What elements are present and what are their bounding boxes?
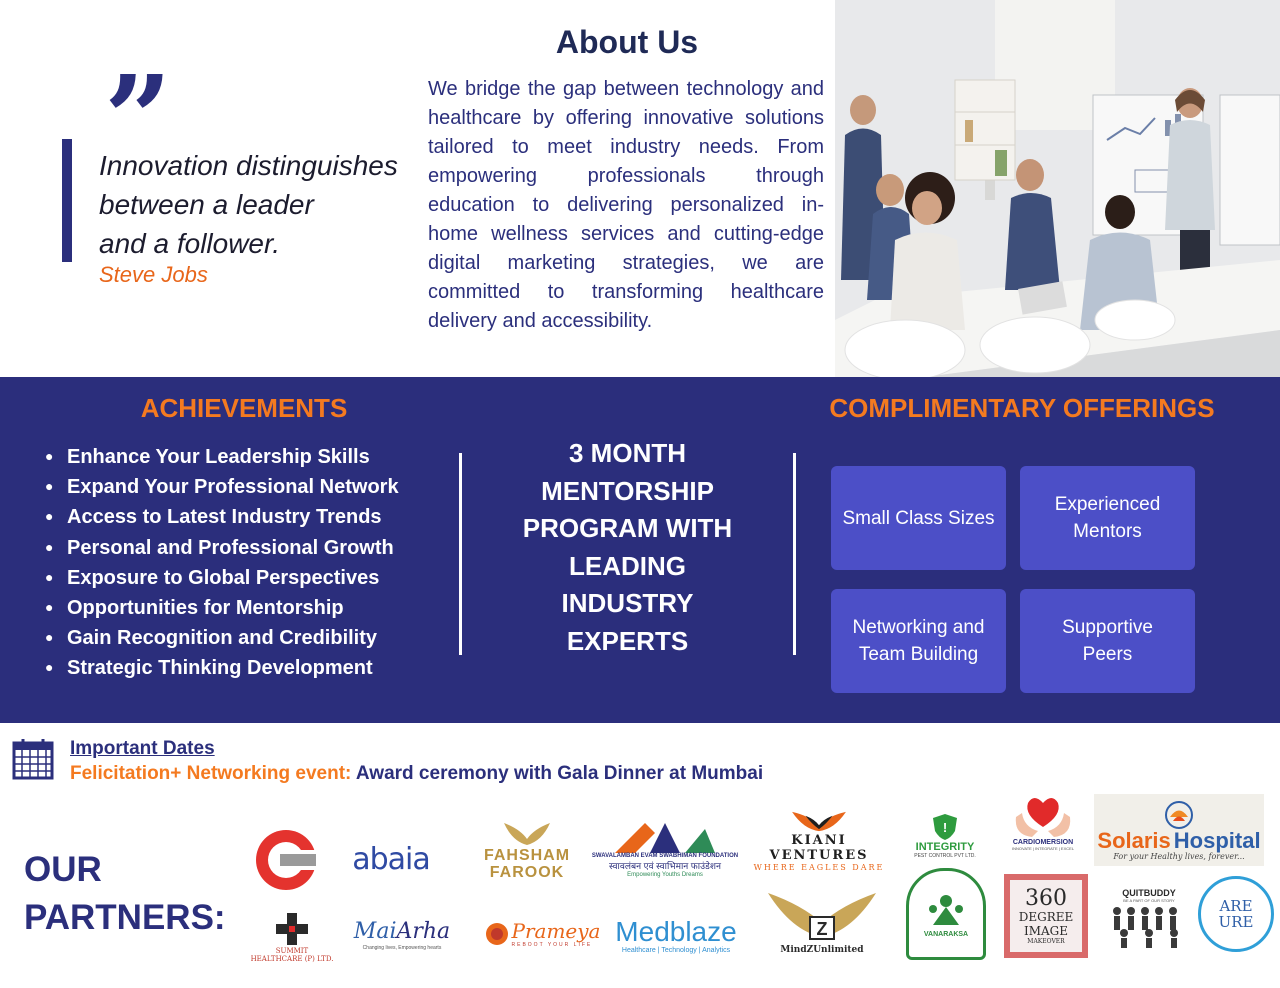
saf-text-en: SWAVALAMBAN EVAM SWABHIMAN FOUNDATION bbox=[591, 852, 739, 859]
people-group-icon bbox=[1109, 903, 1189, 949]
achievements-title: ACHIEVEMENTS bbox=[140, 393, 348, 423]
list-item-label: Expand Your Professional Network bbox=[67, 476, 399, 499]
farook-text: FAROOK bbox=[489, 864, 565, 881]
heart-hands-icon bbox=[1010, 787, 1076, 839]
partner-logo-abaia: abaia bbox=[352, 841, 430, 877]
bullet-icon: ● bbox=[45, 568, 54, 585]
maiarha-tagline: Changing lives, Empowering hearts bbox=[362, 945, 442, 951]
summit-text: SUMMIT bbox=[275, 947, 309, 955]
offering-tile-experienced-mentors bbox=[1020, 466, 1195, 570]
tile-label: Small Class Sizes bbox=[842, 507, 995, 529]
tile-label: Mentors bbox=[1073, 521, 1142, 542]
prameya-flower-icon bbox=[484, 921, 510, 947]
solaris-word: Solaris bbox=[1097, 827, 1171, 853]
bullet-icon: ● bbox=[45, 659, 54, 676]
quote-line: Innovation distinguishes bbox=[99, 150, 398, 181]
partner-logo-360-degree bbox=[1004, 874, 1088, 958]
quote-author: Steve Jobs bbox=[99, 262, 208, 287]
integrity-text: INTEGRITY bbox=[915, 841, 975, 853]
list-item bbox=[45, 593, 399, 623]
quitbuddy-tagline: BE A PART OF OUR STORY bbox=[1123, 897, 1175, 903]
saf-text-hi: स्वावलंबन एवं स्वाभिमान फाउंडेशन bbox=[609, 860, 721, 871]
saf-tagline: Empowering Youths Dreams bbox=[627, 871, 703, 878]
partner-logo-mindz bbox=[758, 882, 886, 960]
quote-line: and a follower. bbox=[99, 228, 281, 259]
mai-word: Mai bbox=[353, 919, 397, 944]
hospital-word: Hospital bbox=[1173, 827, 1261, 853]
partner-logo-summit bbox=[244, 906, 340, 968]
mentorship-line: MENTORSHIP bbox=[541, 475, 714, 506]
about-text: We bridge the gap between technology and healthcare by offering innovative solutions tailored to meet industry needs. From empowering professionals through education to delivering personalized in-home wellness services and cutting-edge digital marketing strategies, we are committed to transforming healthcare delivery and accessibility. bbox=[428, 78, 824, 332]
tree-people-icon bbox=[925, 891, 967, 931]
important-dates-link[interactable]: Important Dates bbox=[70, 738, 215, 759]
fahsham-text: FAHSHAM bbox=[483, 847, 571, 864]
vanaraksa-text: VANARAKSA bbox=[923, 930, 969, 938]
quote-line: between a leader bbox=[99, 189, 314, 220]
prameya-tagline: REBOOT YOUR LIFE bbox=[511, 942, 593, 948]
bullet-icon: ● bbox=[45, 629, 54, 646]
quote-bar bbox=[62, 139, 72, 262]
program-section bbox=[0, 377, 1280, 723]
list-item-label: Enhance Your Leadership Skills bbox=[67, 446, 370, 468]
offering-tile-supportive-peers bbox=[1020, 589, 1195, 693]
mentorship-line: PROGRAM WITH bbox=[522, 513, 733, 543]
summit-tagline: HEALTHCARE (P) LTD. bbox=[250, 955, 334, 963]
partner-logo-swavalamban bbox=[591, 816, 739, 880]
event-text: Award ceremony with Gala Dinner at Mumbai bbox=[351, 763, 764, 784]
offerings-title: COMPLIMENTARY OFFERINGS bbox=[829, 393, 1215, 423]
mentorship-line: LEADING bbox=[569, 550, 686, 581]
partner-logo-c bbox=[254, 828, 318, 892]
tile-label: Networking and bbox=[852, 617, 985, 638]
list-item bbox=[45, 442, 399, 472]
tile-label: Team Building bbox=[858, 644, 979, 665]
list-item-label: Opportunities for Mentorship bbox=[67, 597, 344, 620]
quote-mark-icon: ” bbox=[104, 49, 164, 188]
about-title: About Us bbox=[555, 24, 699, 60]
quote-text bbox=[99, 146, 419, 263]
partner-logo-solaris bbox=[1094, 794, 1264, 866]
img360-image: IMAGE bbox=[1023, 923, 1069, 938]
list-item-label: Exposure to Global Perspectives bbox=[67, 566, 380, 589]
mindz-wings-icon bbox=[762, 887, 882, 945]
solaris-text bbox=[1097, 827, 1261, 853]
list-item bbox=[45, 563, 399, 593]
summit-cross-icon bbox=[274, 911, 310, 947]
mindz-text: MindZUnlimited bbox=[780, 945, 864, 955]
partner-logo-maiarha bbox=[344, 910, 460, 960]
prameya-text: Prameya bbox=[511, 919, 601, 943]
partner-logo-integrity bbox=[910, 810, 980, 862]
mentorship-line: EXPERTS bbox=[566, 625, 689, 656]
list-item-label: Gain Recognition and Credibility bbox=[67, 627, 378, 650]
medblaze-text: Medblaze bbox=[615, 915, 737, 947]
img360-degree: DEGREE bbox=[1018, 909, 1074, 924]
cure-text: URE bbox=[1218, 913, 1254, 931]
arha-word: Arha bbox=[396, 919, 451, 944]
event-line bbox=[70, 763, 763, 785]
bullet-icon: ● bbox=[45, 508, 54, 525]
tile-label: Experienced bbox=[1054, 494, 1161, 515]
maiarha-text bbox=[354, 919, 450, 945]
partners-title-line: PARTNERS: bbox=[24, 898, 226, 937]
partner-logo-kiani bbox=[744, 808, 894, 872]
kiani-tagline: WHERE EAGLES DARE bbox=[753, 863, 885, 872]
bullet-icon: ● bbox=[45, 538, 54, 555]
divider-right bbox=[793, 453, 796, 655]
bullet-icon: ● bbox=[45, 478, 54, 495]
partner-logo-fahsham bbox=[474, 816, 580, 886]
partner-logo-cardiomersion bbox=[1006, 784, 1080, 854]
shield-icon bbox=[931, 813, 959, 841]
list-item bbox=[45, 623, 399, 653]
mentorship-line: INDUSTRY bbox=[561, 588, 694, 618]
list-item bbox=[45, 653, 399, 683]
list-item bbox=[45, 533, 399, 563]
integrity-tagline: PEST CONTROL PVT LTD. bbox=[914, 853, 976, 859]
tile-label: Supportive bbox=[1062, 617, 1153, 638]
partner-logo-quitbuddy bbox=[1106, 880, 1192, 956]
quitbuddy-text: QUITBUDDY bbox=[1122, 887, 1176, 898]
list-item bbox=[45, 472, 399, 502]
kiani-text: KIANI VENTURES bbox=[769, 833, 869, 863]
offering-tile-small-class-sizes bbox=[831, 466, 1006, 570]
bullet-icon: ● bbox=[45, 448, 54, 464]
list-item-label: Personal and Professional Growth bbox=[67, 536, 394, 559]
tile-label: Peers bbox=[1082, 644, 1133, 665]
img360-makeover: MAKEOVER bbox=[1027, 937, 1065, 945]
svg-text:!: ! bbox=[942, 820, 948, 835]
svg-text:Z: Z bbox=[816, 919, 828, 939]
achievements-list bbox=[45, 442, 399, 684]
partner-logo-vanaraksa bbox=[906, 868, 986, 960]
medblaze-tagline: Healthcare | Technology | Analytics bbox=[621, 946, 731, 954]
solaris-sun-icon bbox=[1161, 800, 1197, 830]
about-section bbox=[0, 0, 1280, 377]
img360-number: 360 bbox=[1025, 885, 1067, 911]
partner-logo-care-cure bbox=[1198, 876, 1274, 952]
solaris-tagline: For your Healthy lives, forever... bbox=[1113, 851, 1245, 861]
divider-left bbox=[459, 453, 462, 655]
offering-tile-networking bbox=[831, 589, 1006, 693]
partner-logo-prameya bbox=[478, 914, 606, 954]
list-item-label: Strategic Thinking Development bbox=[67, 657, 373, 680]
mentorship-program-heading bbox=[490, 435, 765, 660]
eagle-icon bbox=[789, 808, 849, 833]
event-label: Felicitation+ Networking event: bbox=[70, 763, 352, 784]
care-text: ARE bbox=[1219, 897, 1253, 915]
bullet-icon: ● bbox=[45, 599, 54, 616]
list-item-label: Access to Latest Industry Trends bbox=[67, 506, 382, 529]
c-logo-icon bbox=[254, 828, 318, 892]
mentorship-line: 3 MONTH bbox=[569, 438, 686, 468]
saf-icon bbox=[610, 819, 720, 853]
wings-icon bbox=[502, 821, 552, 847]
cardio-tagline: INNOVATE | INTEGRATE | EXCEL bbox=[1011, 846, 1075, 851]
partners-title bbox=[24, 846, 226, 942]
cardio-text: CARDIOMERSION bbox=[1012, 839, 1074, 846]
calendar-icon bbox=[12, 738, 54, 780]
partner-logo-medblaze bbox=[612, 910, 740, 960]
list-item bbox=[45, 502, 399, 532]
office-meeting-photo bbox=[835, 0, 1280, 377]
office-photo-illustration bbox=[835, 0, 1280, 377]
partners-title-line: OUR bbox=[24, 850, 102, 889]
